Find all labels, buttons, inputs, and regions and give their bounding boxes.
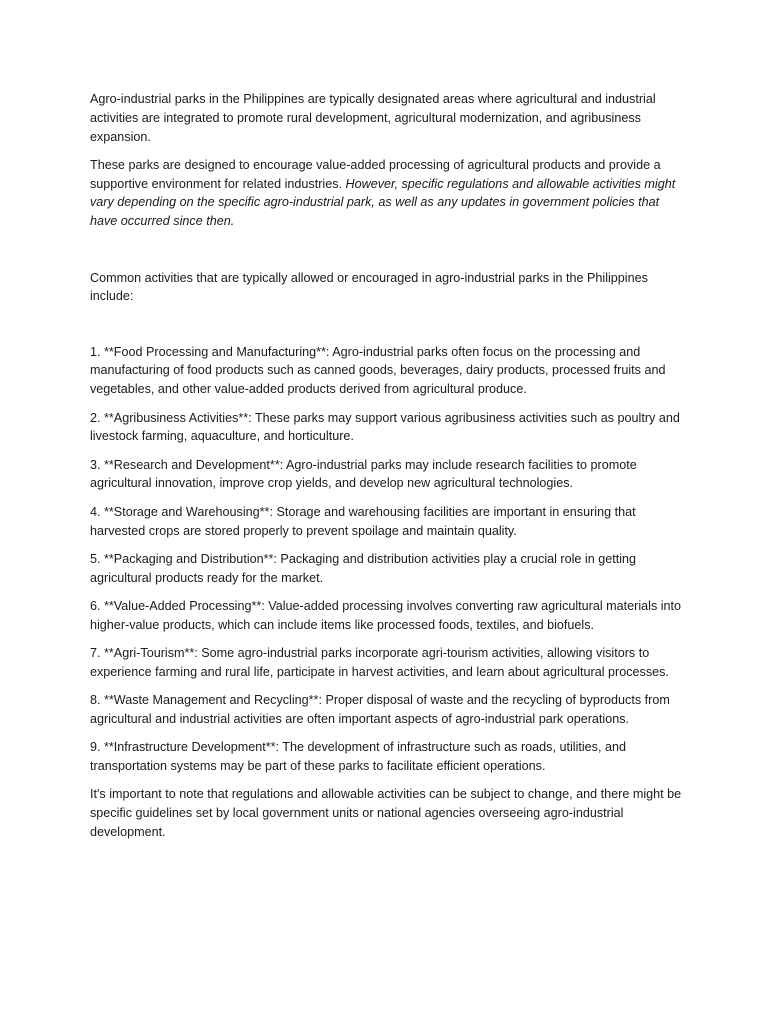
closing-paragraph: It's important to note that regulations and allowable activities can be subject to change, and there might be specific guidelines set by local government units or national agencies overseeing agro-industrial development. bbox=[90, 787, 682, 839]
list-item-storage: 4. **Storage and Warehousing**: Storage and warehousing facilities are important in ensuring that harvested crops are stored properly to prevent spoilage and maintain quality. bbox=[90, 504, 636, 538]
list-item-agri-tourism: 7. **Agri-Tourism**: Some agro-industrial parks incorporate agri-tourism activities, allowing visitors to experience farming and rural life, participate in harvest activities, and learn about agricultural processes. bbox=[90, 646, 669, 679]
spacer bbox=[90, 241, 682, 269]
spacer bbox=[90, 316, 682, 343]
second-paragraph-text: These parks are designed to encourage value-added processing of agricultural products and provide a supportive environment for related industries. bbox=[90, 157, 661, 191]
intro-paragraph: Agro-industrial parks in the Philippines are typically designated areas where agricultural and industrial activities are integrated to promote rural development, agricultural modernization, and agribusiness expansion. bbox=[90, 92, 656, 144]
second-paragraph bbox=[90, 156, 682, 231]
list-item-research: 3. **Research and Development**: Agro-industrial parks may include research facilities to promote agricultural innovation, improve crop yields, and develop new agricultural technologies. bbox=[90, 457, 637, 491]
list-item-value-added: 6. **Value-Added Processing**: Value-added processing involves converting raw agricultural materials into higher-value products, which can include items like processed foods, textiles, and biofuels. bbox=[90, 598, 682, 632]
list-item-agribusiness: 2. **Agribusiness Activities**: These parks may support various agribusiness activities such as poultry and livestock farming, aquaculture, and horticulture. bbox=[90, 410, 680, 444]
second-paragraph-italic-text: However, specific regulations and allowable activities might vary depending on the specific agro-industrial park, as well as any updates in government policies that have occurred since then. bbox=[90, 176, 676, 229]
list-item-waste-management: 8. **Waste Management and Recycling**: Proper disposal of waste and the recycling of byproducts from agricultural and industrial activities are often important aspects of agro-industrial park operations. bbox=[90, 693, 670, 726]
list-item-packaging: 5. **Packaging and Distribution**: Packaging and distribution activities play a crucial role in getting agricultural products ready for the market. bbox=[90, 551, 637, 585]
list-intro-paragraph: Common activities that are typically allowed or encouraged in agro-industrial parks in the Philippines include: bbox=[90, 270, 648, 304]
list-item-food-processing: 1. **Food Processing and Manufacturing**: Agro-industrial parks often focus on the processing and manufacturing of food products such as canned goods, beverages, dairy products, processed fruits and vegetables, and other value-added products derived from agricultural produce. bbox=[90, 344, 666, 397]
list-item-infrastructure: 9. **Infrastructure Development**: The development of infrastructure such as roads, utilities, and transportation systems may be part of these parks to facilitate efficient operations. bbox=[90, 740, 626, 774]
document-page bbox=[90, 90, 682, 851]
